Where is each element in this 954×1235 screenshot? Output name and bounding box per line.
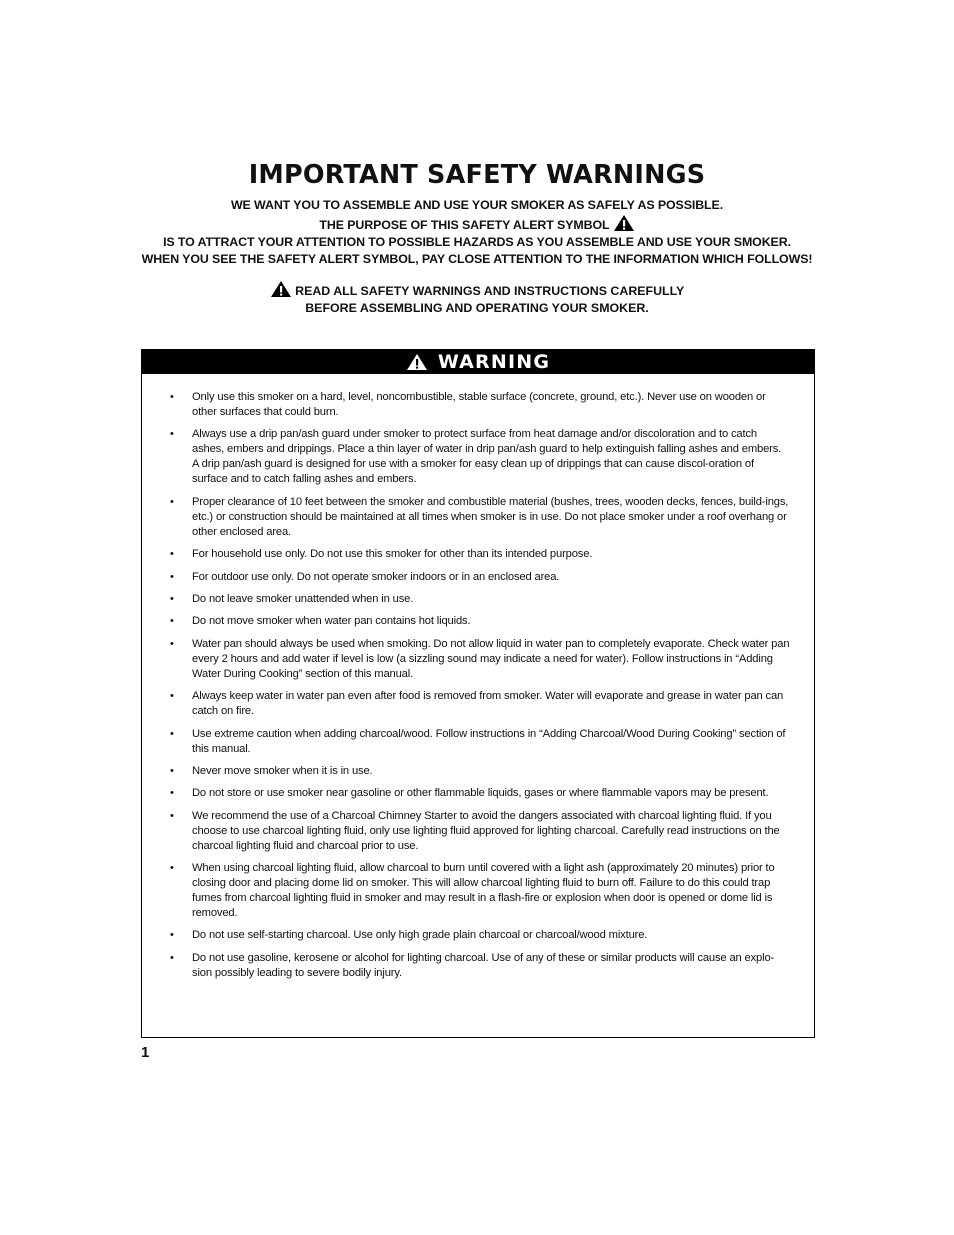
warning-item-text: Do not leave smoker unattended when in use. [192, 592, 414, 605]
warning-list-item [170, 928, 790, 943]
bullet-marker: • [170, 637, 174, 650]
bullet-marker: • [170, 592, 174, 605]
bullet-marker: • [170, 727, 174, 740]
bullet-marker: • [170, 570, 174, 583]
warning-list-item [170, 809, 790, 854]
warning-item-text: Always keep water in water pan even after food is removed from smoker. Water will evaporate and grease in water pan can catch on fire. [192, 690, 784, 718]
warning-list-item [170, 547, 790, 562]
safety-alert-icon [613, 214, 635, 232]
intro-line-2-text: THE PURPOSE OF THIS SAFETY ALERT SYMBOL [319, 218, 610, 232]
warning-item-text: Water pan should always be used when smoking. Do not allow liquid in water pan to completely evaporate. Check water pan every 2 hours and add water if level is low (a sizzling sound may indicate a need for water). Follow instructions in “Adding Water During Cooking” section of this manual. [192, 637, 790, 680]
bullet-marker: • [170, 615, 174, 628]
intro-line-4: WHEN YOU SEE THE SAFETY ALERT SYMBOL, PAY CLOSE ATTENTION TO THE INFORMATION WHICH FOLLOWS! [141, 252, 813, 266]
warning-item-text: Only use this smoker on a hard, level, noncombustible, stable surface (concrete, ground, etc.). Never use on wooden or other surfaces that could burn. [192, 391, 766, 418]
warning-item-text: Never move smoker when it is in use. [192, 764, 373, 777]
warnings-list [142, 374, 814, 981]
bullet-marker: • [170, 929, 174, 942]
warning-item-text: We recommend the use of a Charcoal Chimney Starter to avoid the dangers associated with charcoal lighting fluid. If you choose to use charcoal lighting fluid, only use lighting fluid approved for lighting charcoal. Carefully read instructions on the charcoal lighting fluid and charcoal prior to use. [192, 809, 780, 852]
warning-list-item [170, 614, 790, 629]
warning-list-item [170, 951, 790, 981]
warning-list-item [170, 861, 790, 921]
warning-list-item [170, 689, 790, 719]
warning-list-item [170, 427, 790, 487]
bullet-marker: • [170, 862, 174, 875]
read-notice-line-1 [0, 280, 954, 300]
warning-list-item [170, 495, 790, 540]
warning-item-text: When using charcoal lighting fluid, allow charcoal to burn until covered with a light ash (approximately 20 minutes) prior to closing door and placing dome lid on smoker. This will allow charcoal lighting fluid to burn off. Failure to do this could trap fumes from charcoal lighting fluid in smoker and may result in a flash-fire or explosion when door is opened or dome lid is removed. [192, 862, 775, 920]
warning-item-text: Do not use gasoline, kerosene or alcohol for lighting charcoal. Use of any of these or similar products will cause an explo-sion possibly leading to severe bodily injury. [192, 951, 775, 979]
intro-line-2 [0, 214, 954, 234]
read-instructions-notice [0, 280, 954, 317]
intro-line-1: WE WANT YOU TO ASSEMBLE AND USE YOUR SMOKER AS SAFELY AS POSSIBLE. [230, 198, 724, 212]
warning-item-text: Do not move smoker when water pan contains hot liquids. [192, 615, 471, 628]
warning-item-text: Proper clearance of 10 feet between the smoker and combustible material (bushes, trees, wooden decks, fences, build-ings, etc.) or construction should be maintained at all times when smoker is in use. Do not place smoker under a roof overhang or other enclosed area. [192, 495, 789, 538]
bullet-marker: • [170, 787, 174, 800]
warning-box [141, 349, 815, 1038]
page-number: 1 [141, 1044, 150, 1061]
intro-line-3: IS TO ATTRACT YOUR ATTENTION TO POSSIBLE HAZARDS AS YOU ASSEMBLE AND USE YOUR SMOKER. [163, 235, 791, 249]
warning-item-text: For outdoor use only. Do not operate smoker indoors or in an enclosed area. [192, 570, 560, 583]
page-title: IMPORTANT SAFETY WARNINGS [248, 160, 706, 190]
read-notice-line-1-text: READ ALL SAFETY WARNINGS AND INSTRUCTIONS CAREFULLY [295, 284, 685, 298]
warning-item-text: Always use a drip pan/ash guard under smoker to protect surface from heat damage and/or discoloration and to catch ashes, embers and drippings. Place a thin layer of water in drip pan/ash guard to help extinguish falling ashes and embers. A drip pan/ash guard is designed for use with a smoker for easy clean up of drippings that can cause discol-oration of surface and to catch falling ashes and embers. [192, 428, 782, 486]
bullet-marker: • [170, 495, 174, 508]
bullet-marker: • [170, 391, 174, 403]
safety-alert-icon [270, 280, 292, 298]
warning-list-item [170, 727, 790, 757]
warning-list-item [170, 786, 790, 801]
bullet-marker: • [170, 428, 174, 441]
warning-list-item [170, 390, 790, 420]
warning-list-item [170, 764, 790, 779]
intro-text [0, 197, 954, 268]
warning-item-text: For household use only. Do not use this smoker for other than its intended purpose. [192, 548, 593, 561]
warning-list-item [170, 592, 790, 607]
read-notice-line-2: BEFORE ASSEMBLING AND OPERATING YOUR SMOKER. [305, 301, 649, 315]
bullet-marker: • [170, 548, 174, 561]
warning-banner [142, 350, 814, 374]
warning-list-item [170, 570, 790, 585]
bullet-marker: • [170, 951, 174, 964]
warning-list-item [170, 637, 790, 682]
bullet-marker: • [170, 764, 174, 777]
warning-alert-icon [406, 353, 428, 371]
warning-item-text: Do not store or use smoker near gasoline or other flammable liquids, gases or where flammable vapors may be present. [192, 787, 769, 800]
warning-label: WARNING [437, 351, 551, 373]
warning-item-text: Do not use self-starting charcoal. Use only high grade plain charcoal or charcoal/wood mixture. [192, 929, 648, 942]
warning-item-text: Use extreme caution when adding charcoal/wood. Follow instructions in “Adding Charcoal/Wood During Cooking” section of this manual. [192, 727, 786, 755]
bullet-marker: • [170, 690, 174, 703]
bullet-marker: • [170, 809, 174, 822]
